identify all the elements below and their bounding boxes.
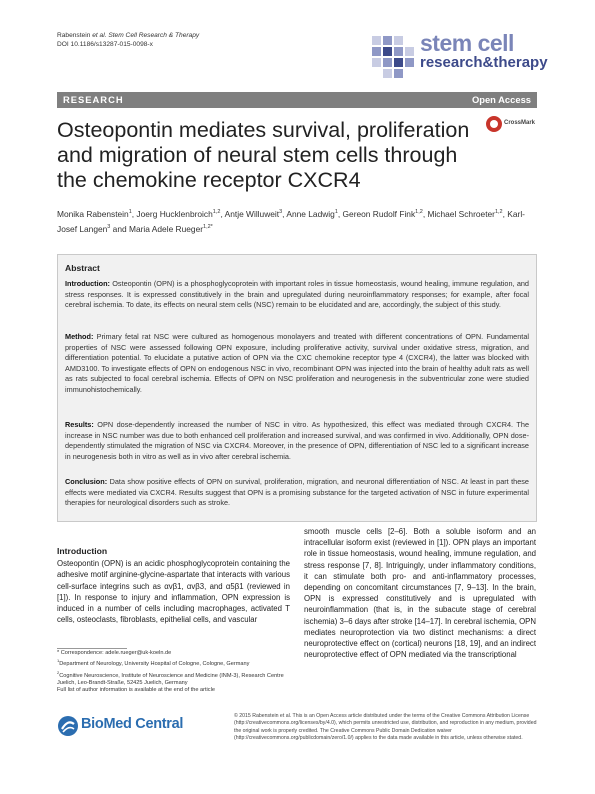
biomed-central-icon [57, 715, 79, 737]
author-separator: and [110, 224, 129, 235]
author[interactable] [286, 209, 338, 219]
section-label: Method: [65, 332, 94, 341]
author-separator: , [220, 208, 225, 219]
logo-line2: research&therapy [420, 54, 548, 71]
journal-citation [57, 31, 199, 40]
section-label: Conclusion: [65, 477, 108, 486]
section-text: OPN dose-dependently increased the number of NSC in vitro. As hypothesized, this effect was mediated through CXCR4. The increase in NSC number was due to both enhanced cell proliferation and increased survival, and was confirmed in vivo. Additionally, OPN dose-dependently stimulated the migration of NSC via CXCR4. Moreover, in the presence of OPN, differentiation of NSC led to a significant increase in neurogenesis both in vitro as well as in vivo after cerebral ischemia. [65, 420, 529, 461]
body-column-right [304, 526, 536, 660]
abstract-results [65, 420, 529, 462]
abstract-method [65, 332, 529, 395]
crossmark-label: CrossMark [504, 120, 536, 126]
author-separator: , [131, 208, 137, 219]
logo-squares-icon [370, 34, 414, 78]
section-label: Introduction: [65, 279, 110, 288]
body-column-left [57, 546, 290, 625]
abstract-box [57, 254, 537, 522]
article-type-label: RESEARCH [63, 94, 124, 105]
article-title: Osteopontin mediates survival, proliferation and migration of neural stem cells through the chemokine receptor CXCR4 [57, 118, 470, 192]
abstract-introduction [65, 279, 529, 311]
correspondence[interactable]: * Correspondence: adele.rueger@uk-koeln.de [57, 650, 172, 656]
abstract-conclusion [65, 477, 529, 509]
journal-logo[interactable] [370, 30, 548, 82]
author[interactable] [343, 209, 423, 219]
author-info-note: Full list of author information is available at the end of the article [57, 687, 215, 694]
section-label: Results: [65, 420, 94, 429]
section-text: Primary fetal rat NSC were cultured as homogenous monolayers and treated with different concentrations of OPN. Fundamental properties of NSC were assessed following OPN exposure, including proliferative activity, survival under oxidative stress, migration, and differentiation potential. To elucidate a putative action of OPN via the CXC chemokine receptor type 4 (CXCR4), the latter was blocked with AMD3100. To investigate effects of OPN on endogenous NSC in vivo, recombinant OPN was injected into the brain of healthy adult rats as well as rats subjected to focal cerebral ischemia. Effects of OPN on NSC proliferation and neurogenesis in the subventricular zone were studied immunohistochemically. [65, 332, 529, 394]
introduction-text-left: Osteopontin (OPN) is an acidic phosphoglycoprotein containing the adhesive motif arginine-glycine-aspartate that interacts with various cell-surface integrins such as αvβ1, αvβ3, and α5β1 (reviewed in [1]). In response to injury and inflammation, OPN expression is induced in a number of cells including macrophages, activated T cells, osteoclasts, fibroblasts, epithelial cells, and vascular [57, 559, 290, 625]
author-separator: , [337, 208, 343, 219]
author-name: Michael Schroeter [427, 208, 495, 219]
author-separator: , [502, 208, 508, 219]
doi: DOI 10.1186/s13287-015-0098-x [57, 41, 153, 48]
affiliation-text: Cognitive Neuroscience, Institute of Neuroscience and Medicine (INM-3), Research Centre Juelich, Leo-Brandt-Straße, 52425 Juelich, Germany [57, 672, 284, 686]
introduction-heading: Introduction [57, 546, 108, 556]
author-affiliation-mark: 1,2 [415, 209, 423, 215]
author-name: Gereon Rudolf Fink [342, 208, 416, 219]
author[interactable] [136, 209, 220, 219]
section-text: Data show positive effects of OPN on survival, proliferation, migration, and neuronal differentiation of NSC. At least in part these effects were mediated via CXCR4. Results suggest that OPN is a promising substance for the targeted activation of NSC in future experimental therapies for neurological disorders such as stroke. [65, 477, 529, 507]
author[interactable] [225, 209, 283, 219]
citation-journal: et al. Stem Cell Research & Therapy [92, 32, 200, 39]
author[interactable] [57, 209, 132, 219]
citation-authors: Rabenstein [57, 32, 93, 39]
author-affiliation-mark: 1 [128, 209, 132, 215]
introduction-text-right: smooth muscle cells [2–6]. Both a soluble isoform and an intracellular isoform exist (reviewed in [1]). OPN plays an important role in tissue homeostasis, wound healing, immune regulation, and stress response [7, 8]. Intriguingly, under inflammatory conditions, it can stimulate both pro- and anti-inflammatory processes, depending on concomitant circumstances [7, 9–13]. In the brain, OPN is expressed constitutively and is upregulated with neuroinflammation (that is, in the subacute stage of cerebral ischemia) 3–6 days after stroke [14–17]. In cerebral ischemia, OPN mediates neuroprotection via two distinct mechanisms: a direct neuroprotective effect on (cortical) neurons [18, 19], and an indirect neuroprotective effect of OPN mediated via the transcriptional [304, 527, 536, 660]
article-type-banner [57, 92, 537, 108]
author-affiliation-mark: 1 [334, 209, 338, 215]
section-text: Osteopontin (OPN) is a phosphoglycoprotein with important roles in tissue homeostasis, wound healing, immune regulation, and stress responses. It is expressed constitutively in the brain and upregulated during neuroinflammatory responses; for example, after focal cerebral ischemia. To date, its effects on neural stem cells (NSC) remain to be elucidated and are, accordingly, the subject of this study. [65, 279, 529, 309]
author-affiliation-mark: 1,2 [494, 209, 503, 215]
author[interactable] [427, 209, 502, 219]
logo-line1: stem cell [420, 30, 514, 56]
author-name: Monika Rabenstein [57, 208, 129, 219]
crossmark-badge[interactable] [486, 114, 546, 134]
affiliation-2: $^2$Cognitive Neuroscience, Institute of Neuroscience and Medicine (INM-3), Research Centre Juelich, Leo-Brandt-Straße, 52425 Juelich, Germany [57, 669, 284, 686]
author-affiliation-mark: 1,2* [203, 224, 213, 231]
author[interactable] [129, 224, 213, 234]
publisher-name: BioMed Central [81, 716, 184, 732]
author-affiliation-mark: 3 [279, 209, 283, 215]
publisher-logo[interactable] [57, 713, 227, 743]
footnotes [57, 650, 287, 695]
author-name: Antje Willuweit [224, 208, 280, 219]
author-name: Anne Ladwig [286, 208, 335, 219]
author-list [57, 206, 527, 237]
footnote-divider [57, 648, 127, 649]
affiliation-1: $^1$Department of Neurology, University Hospital of Cologne, Cologne, Germany [57, 658, 250, 668]
author-affiliation-mark: 1,2 [212, 209, 221, 215]
open-access-label[interactable]: Open Access [471, 94, 531, 105]
license-text: © 2015 Rabenstein et al. This is an Open Access article distributed under the terms of the Creative Commons Attribution License (http://creativecommons.org/licenses/by/4.0), which permits unrestricted use, distribution, and reproduction in any medium, provided the original work is properly credited. The Creative Commons Public Domain Dedication waiver (http://creativecommons.org/publicdomain/zero/1.0/) applies to the data made available in this article, unless otherwise stated. [234, 713, 537, 742]
abstract-heading: Abstract [65, 263, 100, 273]
author-name: Karl-Josef Langen [57, 208, 525, 235]
author-separator: , [282, 208, 287, 219]
author-separator: , [422, 208, 428, 219]
author-name: Joerg Hucklenbroich [136, 208, 213, 219]
author-affiliation-mark: 3 [107, 224, 111, 231]
affiliation-text: Department of Neurology, University Hospital of Cologne, Cologne, Germany [59, 661, 250, 668]
author-name: Maria Adele Rueger [129, 224, 204, 235]
crossmark-icon-center [490, 120, 498, 128]
